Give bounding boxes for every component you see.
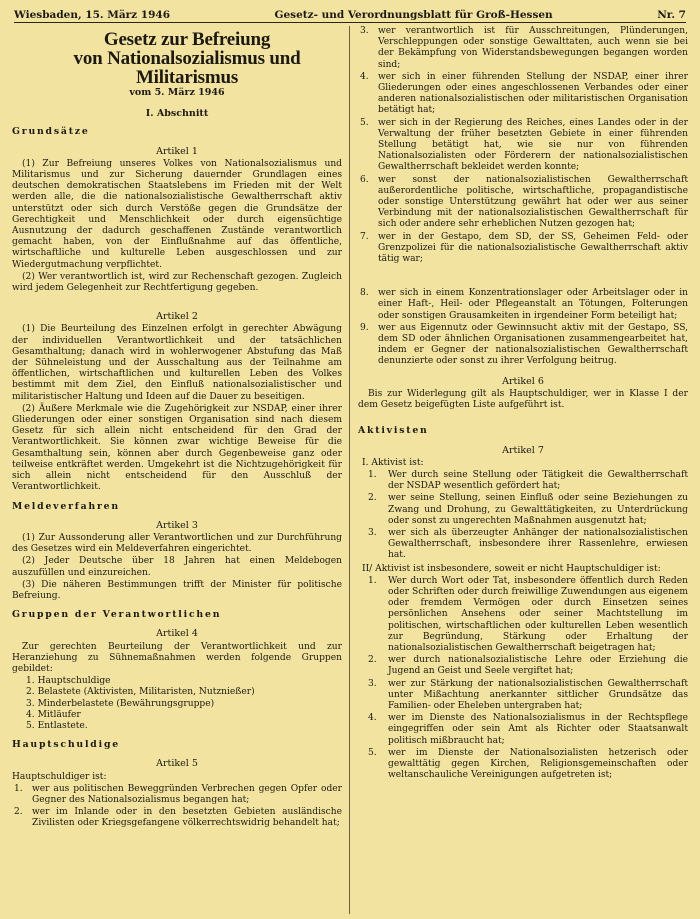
item-number: 5.: [360, 117, 369, 128]
item-text: wer sich in einem Konzentrationslager oder Arbeitslager oder in einer Haft-, Heil- oder Pflegeanstalt an Tötungen, Folterungen oder sonstigen Grausamkeiten in irgendeiner Form beteiligt hat;: [378, 288, 688, 321]
article-7-section-1-list: [358, 470, 688, 562]
article-3-paragraph-3: (3) Die näheren Bestimmungen trifft der Minister für politische Befreiung.: [12, 579, 342, 601]
item-text: wer sich in einer führenden Stellung der NSDAP, einer ihrer Gliederungen oder eines angeschlossenen Verbandes oder einer anderen nationalsozialistischen oder militaristischen Organisation betätigt hat;: [378, 71, 688, 116]
item-text: wer im Dienste der Nationalsozialisten hetzerisch oder gewalttätig gegen Kirchen, Religionsgemeinschaften oder weltanschauliche Vereinigungen aufgetreten ist;: [388, 747, 688, 781]
article-4-heading: Artikel 4: [156, 628, 198, 640]
item-number: 3.: [368, 527, 377, 538]
list-item: 4. Mitläufer: [26, 709, 81, 720]
article-2-heading: Artikel 2: [156, 311, 198, 323]
article-7-section-2-list: [358, 576, 688, 782]
article-5-intro: Hauptschuldiger ist:: [12, 771, 107, 782]
list-item: [358, 713, 688, 747]
list-item: [358, 232, 688, 266]
item-number: 2.: [368, 655, 377, 666]
section-heading-meldeverfahren: Meldeverfahren: [12, 500, 120, 512]
law-title-line-3: Militarismus: [135, 67, 239, 88]
article-5-heading: Artikel 5: [156, 758, 198, 770]
article-6-heading: Artikel 6: [502, 375, 544, 387]
list-item: [358, 118, 688, 174]
article-7-section-2-label: II/ Aktivist ist insbesondere, soweit er nicht Hauptschuldiger ist:: [362, 563, 661, 574]
item-number: 3.: [368, 678, 377, 689]
section-heading-abschnitt: I. Abschnitt: [145, 108, 209, 120]
item-text: wer seine Stellung, seinen Einfluß oder seine Beziehungen zu Zwang und Drohung, zu Gewalttätigkeiten, zu Unterdrückung oder sonst zu ungerechten Maßnahmen ausgenutzt hat;: [388, 493, 688, 526]
item-text: wer in der Gestapo, dem SD, der SS, Geheimen Feld- oder Grenzpolizei für die nationalsozialistische Gewaltherrschaft aktiv tätig war;: [378, 231, 688, 265]
list-item: [358, 655, 688, 677]
article-7-heading: Artikel 7: [502, 444, 544, 456]
left-column: [12, 26, 342, 831]
list-item: [358, 528, 688, 562]
list-item: [358, 175, 688, 231]
item-number: 4.: [360, 71, 369, 82]
law-title-line-1: Gesetz zur Befreiung: [103, 29, 271, 50]
item-number: 5.: [368, 747, 377, 758]
list-item: 1. Hauptschuldige: [26, 676, 111, 687]
page-header: [14, 4, 686, 23]
list-item: [358, 679, 688, 713]
list-item: 3. Minderbelastete (Bewährungsgruppe): [26, 698, 215, 709]
item-number: 1.: [368, 575, 377, 586]
article-1-heading: Artikel 1: [156, 145, 198, 157]
list-item: [358, 26, 688, 71]
item-text: wer verantwortlich ist für Ausschreitungen, Plünderungen, Verschleppungen oder sonstige Gewalttaten, auch wenn sie bei der Bekämpfung von Widerstandsbewegungen begangen worden sind;: [378, 26, 688, 70]
section-heading-grundsaetze: Grundsätze: [12, 126, 90, 138]
list-item: [358, 470, 688, 492]
header-publication: Gesetz- und Verordnungsblatt für Groß-Hessen: [274, 9, 553, 21]
law-title: [32, 30, 342, 87]
spacer: [358, 266, 688, 288]
article-3-paragraph-1: (1) Zur Aussonderung aller Verantwortlichen und zur Durchführung des Gesetzes wird ein Meldeverfahren eingerichtet.: [12, 532, 342, 555]
article-4-intro: Zur gerechten Beurteilung der Verantwortlichkeit und zur Heranziehung zu Sühnemaßnahmen werden folgende Gruppen gebildet:: [12, 641, 342, 674]
section-heading-hauptschuldige: Hauptschuldige: [12, 739, 120, 751]
group-list: [26, 676, 342, 732]
list-item: 5. Entlastete.: [26, 720, 88, 731]
article-3-heading: Artikel 3: [156, 519, 198, 531]
item-text: wer aus Eigennutz oder Gewinnsucht aktiv mit der Gestapo, SS, dem SD oder ähnlichen Organisationen zusammengearbeitet hat, indem er Gegner der nationalsozialistischen Gewaltherrschaft denunzierte oder sonst zu ihrer Verfolgung beitrug.: [378, 322, 688, 367]
right-column: [358, 26, 688, 782]
column-divider: [349, 26, 350, 914]
section-heading-gruppen: Gruppen der Verantwortlichen: [12, 609, 222, 621]
header-place-date: Wiesbaden, 15. März 1946: [14, 9, 171, 21]
item-number: 2.: [14, 807, 23, 818]
item-text: wer sich als überzeugter Anhänger der nationalsozialistischen Gewaltherrschaft, insbesondere ihrer Rassenlehre, erwiesen hat.: [388, 527, 688, 561]
section-heading-aktivisten: Aktivisten: [358, 425, 429, 437]
item-text: Wer durch Wort oder Tat, insbesondere öffentlich durch Reden oder Schriften oder durch freiwillige Zuwendungen aus eigenem oder fremdem Vermögen oder durch Einsetzen seines persönlichen Ansehens oder seiner Machtstellung im politischen, wirtschaftlichen oder kulturellen Leben wesentlich zur Begründung, Stärkung oder Erhaltung der nationalsozialistischen Gewaltherrschaft beigetragen hat;: [388, 575, 688, 653]
item-number: 8.: [360, 288, 369, 299]
header-issue-number: Nr. 7: [657, 9, 686, 21]
article-1-paragraph-2: (2) Wer verantwortlich ist, wird zur Rechenschaft gezogen. Zugleich wird jedem Gelegenheit zur Rechtfertigung gegeben.: [12, 271, 342, 294]
article-2-paragraph-2: (2) Äußere Merkmale wie die Zugehörigkeit zur NSDAP, einer ihrer Gliederungen oder einer sonstigen Organisation sind nach diesem Gesetz für sich allein nicht entscheidend für den Grad der Verantwortlichkeit. Sie können zwar wichtige Beweise für die Gesamthaltung sein, können aber durch Gegenbeweise ganz oder teilweise entkräftet werden. Umgekehrt ist die Nichtzugehörigkeit für sich allein nicht entscheidend für den Ausschluß der Verantwortlichkeit.: [12, 403, 342, 493]
list-item: 2. Belastete (Aktivisten, Militaristen, Nutznießer): [26, 687, 255, 698]
item-number: 7.: [360, 231, 369, 242]
list-item: [358, 576, 688, 654]
list-item: [358, 323, 688, 368]
list-item: [358, 748, 688, 782]
law-date: vom 5. März 1946: [129, 87, 225, 98]
item-number: 2.: [368, 493, 377, 504]
item-number: 4.: [368, 713, 377, 724]
item-text: wer aus politischen Beweggründen Verbrechen gegen Opfer oder Gegner des Nationalsozialismus begangen hat;: [32, 783, 342, 805]
spacer: [358, 412, 688, 418]
article-2-paragraph-1: (1) Die Beurteilung des Einzelnen erfolgt in gerechter Abwägung der individuellen Verantwortlichkeit und der tatsächlichen Gesamthaltung; danach wird in wohlerwogener Abstufung das Maß der Sühneleistung und der Ausschaltung aus der Teilnahme am öffentlichen, wirtschaftlichen und kulturellen Leben des Volkes bestimmt mit dem Ziel, den Einfluß nationalsozialistischer und militaristischer Haltung und Ideen auf die Dauer zu beseitigen.: [12, 324, 342, 402]
list-item: [358, 72, 688, 117]
list-item: [358, 493, 688, 527]
item-number: 1.: [368, 469, 377, 480]
item-text: wer im Inlande oder in den besetzten Gebieten ausländische Zivilisten oder Kriegsgefangene völkerrechtswidrig behandelt hat;: [32, 807, 342, 829]
article-1-paragraph-1: (1) Zur Befreiung unseres Volkes von Nationalsozialismus und Militarismus und zur Sicherung dauernder Grundlagen eines deutschen demokratischen Staatslebens im Frieden mit der Welt werden alle, die die nationalsozialistische Gewaltherrschaft aktiv unterstützt oder sich durch Verstöße gegen die Grundsätze der Gerechtigkeit und Menschlichkeit oder durch eigensüchtige Ausnutzung der dadurch geschaffenen Zustände verantwortlich gemacht haben, von der Einflußnahme auf das öffentliche, wirtschaftliche und kulturelle Leben ausgeschlossen und zur Wiedergutmachung verpflichtet.: [12, 158, 342, 270]
item-number: 9.: [360, 322, 369, 333]
list-item: [12, 807, 342, 829]
item-text: wer sonst der nationalsozialistischen Gewaltherrschaft außerordentliche politische, wirtschaftliche, propagandistische oder sonstige Unterstützung gewährt hat oder wer aus seiner Verbindung mit der nationalsozialistischen Gewaltherrschaft für sich oder andere sehr erheblichen Nutzen gezogen hat;: [378, 174, 688, 230]
article-3-paragraph-2: (2) Jeder Deutsche über 18 Jahren hat einen Meldebogen auszufüllen und einzureichen.: [12, 556, 342, 578]
item-text: wer durch nationalsozialistische Lehre oder Erziehung die Jugend an Geist und Seele vergiftet hat;: [388, 655, 688, 677]
item-text: Wer durch seine Stellung oder Tätigkeit die Gewaltherrschaft der NSDAP wesentlich gefördert hat;: [388, 469, 688, 492]
list-item: [358, 288, 688, 322]
item-text: wer zur Stärkung der nationalsozialistischen Gewaltherrschaft unter Mißachtung anerkannter sittlicher Grundsätze das Familien- oder Eheleben untergraben hat;: [388, 678, 688, 711]
item-number: 3.: [360, 26, 369, 36]
item-text: wer sich in der Regierung des Reiches, eines Landes oder in der Verwaltung der früher besetzten Gebiete in einer führenden Stellung betätigt hat, wie sie nur von führenden Nationalsozialisten oder Förderern der nationalsozialistischen Gewaltherrschaft bekleidet werden konnte;: [378, 117, 688, 173]
item-number: 6.: [360, 174, 369, 185]
law-title-line-2: von Nationalsozialismus und: [73, 48, 301, 69]
article-7-section-1-label: I. Aktivist ist:: [362, 457, 424, 468]
item-text: wer im Dienste des Nationalsozialismus in der Rechtspflege eingegriffen oder sein Amt als Richter oder Staatsanwalt politisch mißbraucht hat;: [388, 713, 688, 746]
item-number: 1.: [14, 783, 23, 794]
spacer: [12, 295, 342, 303]
article-6-paragraph: Bis zur Widerlegung gilt als Hauptschuldiger, wer in Klasse I der dem Gesetz beigefügten Liste aufgeführt ist.: [358, 388, 688, 411]
list-item: [12, 784, 342, 806]
